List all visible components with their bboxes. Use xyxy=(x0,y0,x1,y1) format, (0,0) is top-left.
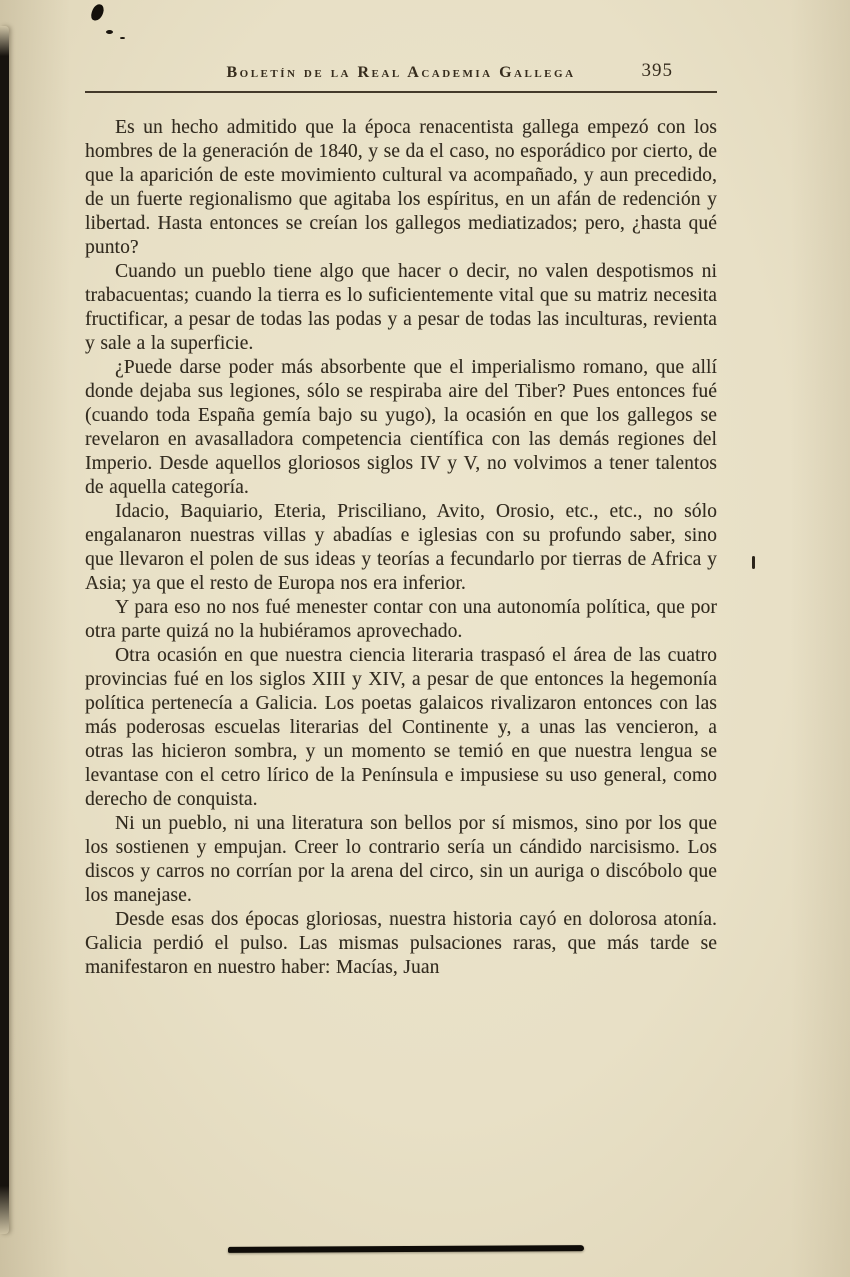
page-number: 395 xyxy=(641,60,673,81)
paragraph-1: Es un hecho admitido que la época renacentista gallega empezó con los hombres de la generación de 1840, y se da el caso, no esporádico por cierto, de que la aparición de este movimiento cultural va acompañado, y aun precedido, de un fuerte regionalismo que agitaba los espíritus, en un afán de redención y libertad. Hasta entonces se creían los gallegos mediatizados; pero, ¿hasta qué punto? xyxy=(85,117,717,258)
page-body xyxy=(85,116,717,980)
scan-artifact-top-left-blob xyxy=(90,3,106,23)
scan-artifact-binding-edge xyxy=(0,26,9,1234)
paragraph-6: Otra ocasión en que nuestra ciencia literaria traspasó el área de las cuatro provincias fué en los siglos XIII y XIV, a pesar de que entonces la hegemonía política pertenecía a Galicia. Los poetas galaicos rivalizaron entonces con las más poderosas escuelas literarias del Continente y, a unas las vencieron, a otras las hicieron sombra, y un momento se temió en que nuestra lengua se levantase con el cetro lírico de la Península e impusiese su uso general, como derecho de conquista. xyxy=(85,645,717,810)
paragraph-4: Idacio, Baquiario, Eteria, Prisciliano, Avito, Orosio, etc., etc., no sólo engalanaron nuestras villas y abadías e iglesias con su profundo saber, sino que llevaron el polen de sus ideas y teorías a fecundarlo por tierras de Africa y Asia; ya que el resto de Europa nos era inferior. xyxy=(85,501,717,594)
scan-artifact-right-margin-mark xyxy=(752,556,755,569)
page-content xyxy=(85,60,717,980)
paragraph-7: Ni un pueblo, ni una literatura son bellos por sí mismos, sino por los que los sostienen y empujan. Creer lo contrario sería un cándido narcisismo. Los discos y carros no corrían por la arena del circo, sin un auriga o discóbolo que los manejase. xyxy=(85,813,717,906)
scan-artifact-bottom-streak xyxy=(228,1245,584,1253)
scan-artifact-top-left-dots xyxy=(106,30,113,34)
page-header xyxy=(85,60,717,93)
paragraph-5: Y para eso no nos fué menester contar con una autonomía política, que por otra parte quizá no la hubiéramos aprovechado. xyxy=(85,597,717,642)
paragraph-2: Cuando un pueblo tiene algo que hacer o decir, no valen despotismos ni trabacuentas; cuando la tierra es lo suficientemente vital que su matriz necesita fructificar, a pesar de todas las podas y a pesar de todas las inculturas, revienta y sale a la superficie. xyxy=(85,261,717,354)
paragraph-8: Desde esas dos épocas gloriosas, nuestra historia cayó en dolorosa atonía. Galicia perdió el pulso. Las mismas pulsaciones raras, que más tarde se manifestaron en nuestro haber: Macías, Juan xyxy=(85,909,717,978)
paragraph-3: ¿Puede darse poder más absorbente que el imperialismo romano, que allí donde dejaba sus legiones, sólo se respiraba aire del Tiber? Pues entonces fué (cuando toda España gemía bajo su yugo), la ocasión en que los gallegos se revelaron en avasalladora competencia científica con las demás regiones del Imperio. Desde aquellos gloriosos siglos IV y V, no volvimos a tener talentos de aquella categoría. xyxy=(85,357,717,498)
journal-title: Boletín de la Real Academia Gallega xyxy=(226,64,576,81)
